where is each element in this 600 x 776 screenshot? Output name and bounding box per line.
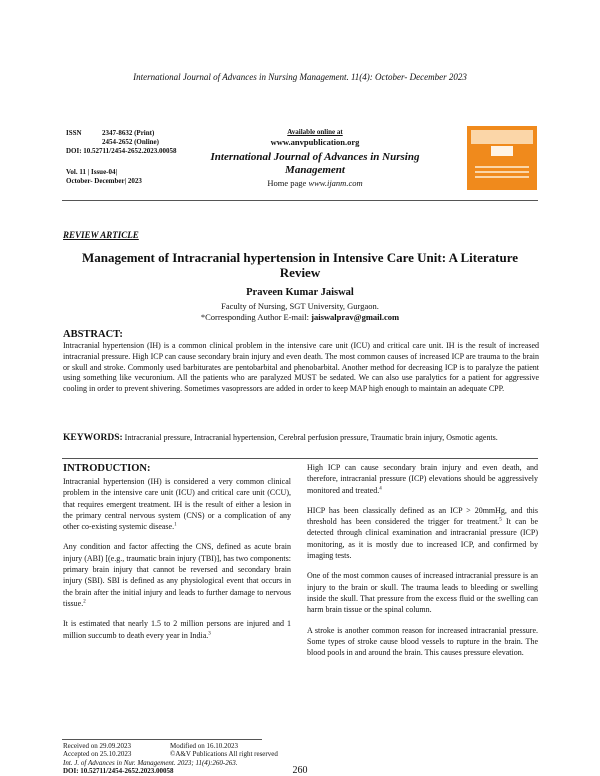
home-label: Home page — [267, 178, 307, 188]
reference: 4 — [379, 485, 382, 491]
journal-title: International Journal of Advances in Nursing Management — [210, 151, 420, 176]
author-name: Praveen Kumar Jaiswal — [246, 287, 354, 298]
page-number: 260 — [292, 765, 308, 776]
left-column — [63, 476, 291, 650]
volume-date: October- December| 2023 — [66, 177, 142, 185]
paragraph: High ICP can cause secondary brain injury and even death, and therefore, intracranial pressure (ICP) elevations should be aggressively monitored and treated.$^4$ — [307, 463, 538, 495]
reference: 3 — [208, 630, 211, 636]
paragraph: It is estimated that nearly 1.5 to 2 million persons are injured and 1 million succumb to death every year in India.$^3$ — [63, 619, 291, 640]
abstract-heading: ABSTRACT: — [63, 329, 123, 340]
doi-bottom: DOI: 10.52711/2454-2652.2023.00058 — [63, 766, 174, 775]
corresponding-label: *Corresponding Author E-mail: — [200, 312, 310, 322]
divider — [62, 200, 538, 201]
paragraph: One of the most common causes of increased intracranial pressure is an injury to the brain or skull. The trauma leads to bleeding or swelling inside the skull. That pressure from the excess fluid or the swelling can harm brain tissue or the spinal column. — [307, 571, 538, 615]
available-online: Available online at — [287, 128, 343, 136]
citation: Int. J. of Advances in Nur. Management. 2023; 11(4):260-263. — [63, 758, 238, 767]
affiliation-block — [0, 301, 600, 323]
issn-block — [66, 129, 176, 156]
keywords-text: Intracranial pressure, Intracranial hypertension, Cerebral perfusion pressure, Traumatic brain injury, Osmotic agents. — [124, 433, 498, 442]
footnote-divider — [62, 739, 262, 740]
volume-block — [66, 168, 142, 186]
keywords-label: KEYWORDS: — [63, 433, 123, 443]
issn-label: ISSN — [66, 129, 82, 137]
article-type: REVIEW ARTICLE — [63, 230, 139, 240]
journal-cover-image — [467, 126, 537, 190]
rights: ©A&V Publications All right reserved — [170, 750, 278, 759]
paragraph: Intracranial hypertension (IH) is considered a very common clinical problem in the intensive care unit (ICU) and critical care unit (CCU), that requires emergent treatment. IH is the result of either a lesion in the primary central nervous system (CNS) or a complication of any other co-existing systemic disease.$^1$ — [63, 477, 291, 532]
modified-date: Modified on 16.10.2023 — [170, 742, 239, 750]
right-column — [307, 462, 538, 667]
corresponding-author — [0, 312, 600, 323]
introduction-heading: INTRODUCTION: — [63, 463, 151, 474]
volume-issue: Vol. 11 | Issue-04| — [66, 168, 118, 176]
issn-print: 2347-8632 (Print) — [102, 129, 155, 137]
abstract-text: Intracranial hypertension (IH) is a common clinical problem in the intensive care unit (ICU) and critical care unit. IH is the result of increased intracranial pressure. High ICP can cause secondary brain injury and even death. The most common causes of increased ICP are trauma to the brain or skull and stroke. Commonly used barbiturates are pentobarbital and phenobarbital. Another method for decreasing ICP is to paralyze the patient using something like vecuronium. All the patients who are paralyzed MUST be sedated. We can also use paralytics for a patient for aggressive cooling in order to prevent shivering. Sometimes vasopressors are added in order to keep MAP high enough to maintain an adequate CPP. — [63, 341, 539, 394]
running-header: International Journal of Advances in Nursing Management. 11(4): October- December 2023 — [133, 72, 467, 82]
received-date: Received on 29.09.2023 — [63, 742, 132, 750]
accepted-date: Accepted on 25.10.2023 — [63, 750, 132, 759]
issn-online: 2454-2652 (Online) — [102, 138, 159, 146]
reference: 5 — [499, 517, 502, 523]
email-link[interactable]: jaiswalprav@gmail.com — [311, 312, 400, 322]
affiliation: Faculty of Nursing, SGT University, Gurgaon. — [221, 301, 379, 311]
publisher-block — [200, 128, 430, 188]
home-page — [200, 178, 430, 188]
reference: 1 — [174, 522, 177, 528]
keywords — [63, 432, 539, 444]
doi-top: DOI: 10.52711/2454-2652.2023.00058 — [66, 147, 177, 155]
home-url-link[interactable]: www.ijanm.com — [308, 178, 363, 188]
paragraph: HICP has been classically defined as an ICP > 20mmHg, and this threshold has been considered the trigger for treatment.$^5$ It can be detected through clinical examination and intracranial pressure (ICP) monitoring, as it is mostly due to increased ICP, and confirmed by imaging tests. — [307, 505, 538, 561]
divider — [62, 458, 538, 459]
paragraph: A stroke is another common reason for increased intracranial pressure. Some types of stroke cause blood vessels to rupture in the brain. The blood pools in and around the brain. This causes pressure elevation. — [307, 625, 538, 658]
publisher-site-link[interactable]: www.anvpublication.org — [270, 137, 360, 147]
article-title: Management of Intracranial hypertension in Intensive Care Unit: A Literature Review — [81, 250, 519, 280]
reference: 2 — [83, 599, 86, 605]
paragraph: Any condition and factor affecting the CNS, defined as acute brain injury (ABI) [(e.g., traumatic brain injury (TBI)], has two components: primary brain injury that cannot be reversed and secondary brain injury (SBI). SBI is defined as any physiological event that occurs in the brain after the initial injury and leads to further damage to nervous tissue.$^2$ — [63, 542, 291, 608]
